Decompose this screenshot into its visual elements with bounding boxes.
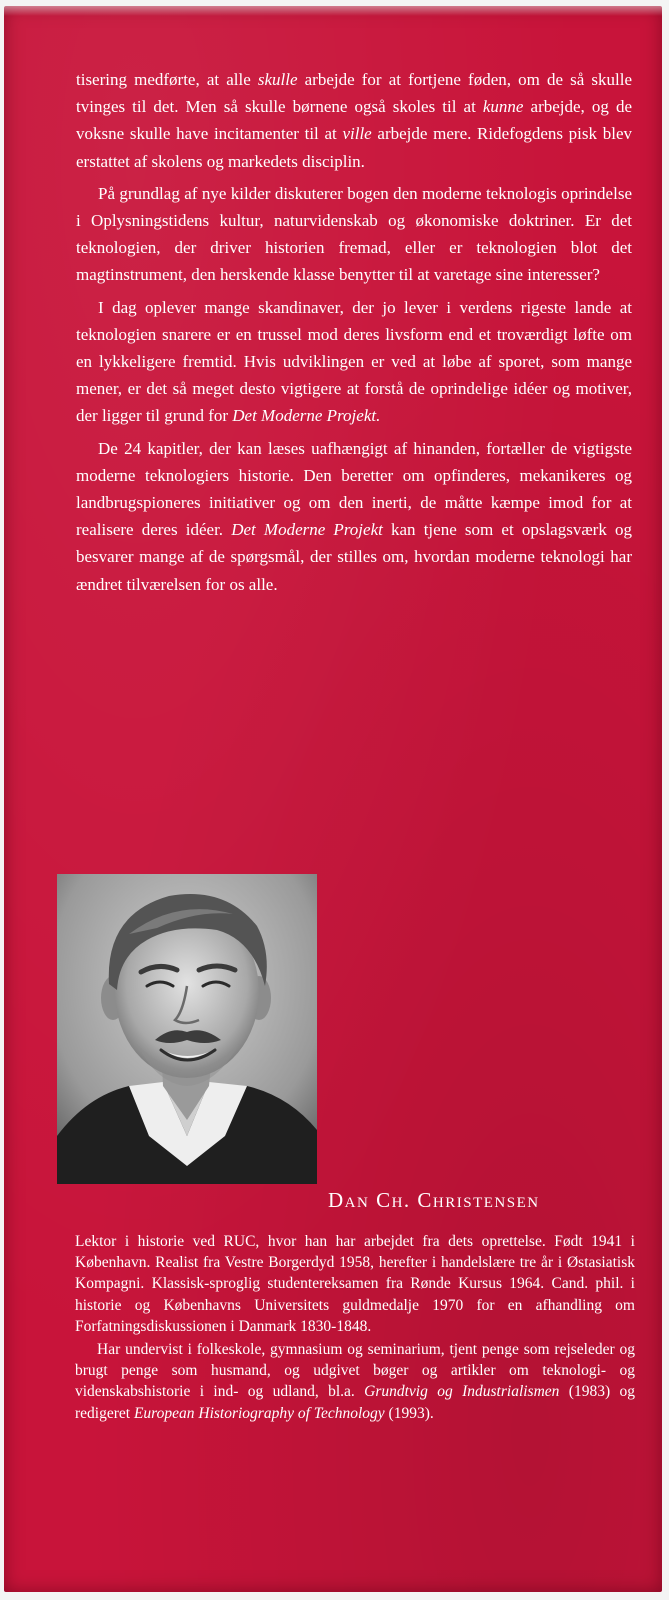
author-photo xyxy=(57,874,317,1184)
italic-title: Det Moderne Projekt. xyxy=(232,406,381,426)
blurb-paragraph-1: tisering medførte, at alle skulle arbejde for at fortjene føden, om de så skulle tvinges til det. Men så skulle børnene også skoles til at kunne arbejde, og de voksne skulle have incitamenter til at ville arbejde mere. Ridefogdens pisk blev erstattet af skolens og markedets disciplin. xyxy=(76,70,632,171)
blurb-paragraph-3: I dag oplever mange skandinaver, der jo lever i verdens rigeste lande at teknologien snarere er en trussel mod deres livsform end et troværdigt løfte om en lykkeligere fremtid. Hvis udviklingen er ved at løbe af sporet, som mange mener, er det så meget desto vigtigere at forstå de oprindelige idéer og motiver, der ligger til grund for Det Moderne Projekt. xyxy=(76,297,632,426)
italic-title: Det Moderne Projekt xyxy=(231,520,383,540)
cover-edge-highlight xyxy=(4,6,662,16)
author-name: Dan Ch. Christensen xyxy=(328,1188,540,1212)
blurb xyxy=(76,66,632,598)
italic-title: skulle xyxy=(257,70,298,89)
back-cover xyxy=(4,6,662,1592)
author-portrait-illustration xyxy=(57,874,317,1184)
italic-title: European Historiography of Technology xyxy=(133,1404,385,1422)
author-bio-paragraph-2: Har undervist i folkeskole, gymnasium og seminarium, tjent penge som rejseleder og brugt penge som husmand, og udgivet bøger og artikler om teknologi- og videnskabshistorie i ind- og udland, bl.a. Grundtvig og Industrialismen (1983) og redigeret European Historiography of Technology (1993). xyxy=(75,1341,635,1422)
italic-title: Grundtvig og Industrialismen xyxy=(364,1383,560,1401)
blurb-paragraph-2: På grundlag af nye kilder diskuterer bogen den moderne teknologis oprindelse i Oplysningstidens kultur, naturvidenskab og økonomiske doktriner. Er det teknologien, der driver historien fremad, eller er teknologien blot det magtinstrument, den herskende klasse benytter til at varetage sine interesser? xyxy=(76,183,632,285)
author-bio xyxy=(75,1231,635,1424)
author-bio-paragraph-1: Lektor i historie ved RUC, hvor han har arbejdet fra dets oprettelse. Født 1941 i København. Realist fra Vestre Borgerdyd 1958, herefter i handelslære tre år i Østasiatisk Kompagni. Klassisk-sproglig studentereksamen fra Rønde Kursus 1964. Cand. phil. i historie og Københavns Universitets guldmedalje 1970 for en afhandling om Forfatningsdiskussionen i Danmark 1830-1848. xyxy=(75,1233,635,1335)
italic-title: kunne xyxy=(482,97,524,117)
blurb-paragraph-4: De 24 kapitler, der kan læses uafhængigt af hinanden, fortæller de vigtigste moderne teknologiers historie. Den beretter om opfinderes, mekanikeres og landbrugspioneres initiativer og om den inerti, de måtte kæmpe imod for at realisere deres idéer. Det Moderne Projekt kan tjene som et opslagsværk og besvarer mange af de spørgsmål, der stilles om, hvordan moderne teknologi har ændret tilværelsen for os alle. xyxy=(76,438,632,594)
italic-title: ville xyxy=(342,124,372,144)
